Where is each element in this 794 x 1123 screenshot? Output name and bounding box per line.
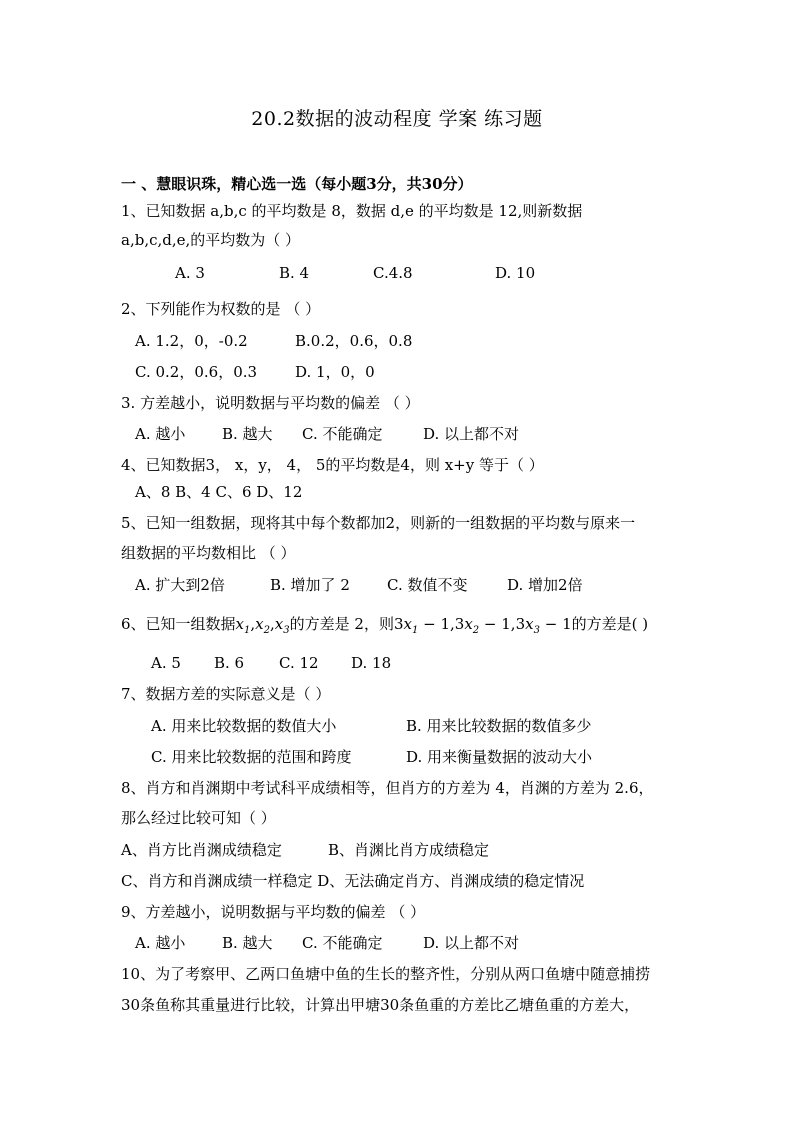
question-8-option-cd: C、肖方和肖渊成绩一样稳定 D、无法确定肖方、肖渊成绩的稳定情况 [121, 872, 585, 890]
formula-data-set: $x_1,x_2,x_3$ [235, 615, 290, 636]
question-1-option-d: D. 10 [495, 264, 536, 282]
question-6-option-a: A. 5 [151, 654, 181, 672]
question-9-option-a: A. 越小 [135, 934, 186, 952]
question-2-option-a: A. 1.2，0，-0.2 [135, 332, 248, 350]
question-10-line-1: 10、为了考察甲、乙两口鱼塘中鱼的生长的整齐性，分别从两口鱼塘中随意捕捞 [121, 965, 651, 983]
question-6-option-d: D. 18 [351, 654, 392, 672]
question-9-option-b: B. 越大 [222, 934, 273, 952]
question-3-option-c: C. 不能确定 [302, 425, 383, 443]
question-6-option-c: C. 12 [279, 654, 319, 672]
question-3-option-d: D. 以上都不对 [423, 425, 520, 443]
question-5-line-1: 5、已知一组数据，现将其中每个数都加2，则新的一组数据的平均数与原来一 [121, 514, 636, 532]
question-2-option-b: B.0.2，0.6，0.8 [295, 332, 413, 350]
question-7-option-a: A. 用来比较数据的数值大小 [151, 717, 337, 735]
question-8-option-a: A、肖方比肖渊成绩稳定 [121, 841, 282, 859]
formula-transformed-set: $3x_1 - 1,3x_2 - 1,3x_3 - 1$ [393, 615, 572, 636]
question-9-option-c: C. 不能确定 [302, 934, 383, 952]
question-5-option-c: C. 数值不变 [387, 576, 468, 594]
question-2-stem: 2、下列能作为权数的是 （ ） [121, 300, 321, 318]
question-4-stem: 4、已知数据3， x，y， 4， 5的平均数是4，则 x+y 等于（ ） [121, 456, 544, 474]
question-3-option-b: B. 越大 [222, 425, 273, 443]
question-1-line-1: 1、已知数据 a,b,c 的平均数是 8，数据 d,e 的平均数是 12,则新数据 [121, 202, 583, 220]
question-7-option-c: C. 用来比较数据的范围和跨度 [151, 748, 352, 766]
question-9-option-d: D. 以上都不对 [423, 934, 520, 952]
question-1-option-a: A. 3 [175, 264, 205, 282]
question-5-option-d: D. 增加2倍 [507, 576, 583, 594]
section-heading: 一 、慧眼识珠，精心选一选（每小题3分，共30分） [121, 175, 473, 193]
question-4-options: A、8 B、4 C、6 D、12 [135, 483, 303, 501]
question-6-prefix: 6、已知一组数据 [121, 615, 236, 633]
question-5-option-a: A. 扩大到2倍 [135, 576, 225, 594]
question-6-stem [121, 614, 648, 641]
question-5-line-2: 组数据的平均数相比 （ ） [121, 544, 296, 562]
question-6-suffix: 的方差是( ) [571, 615, 649, 633]
question-5-option-b: B. 增加了 2 [270, 576, 350, 594]
question-3-option-a: A. 越小 [135, 425, 186, 443]
question-7-stem: 7、数据方差的实际意义是（ ） [121, 685, 331, 703]
question-3-stem: 3. 方差越小，说明数据与平均数的偏差 （ ） [121, 394, 420, 412]
page-title: 20.2数据的波动程度 学案 练习题 [251, 108, 543, 130]
question-8-option-b: B、肖渊比肖方成绩稳定 [328, 841, 490, 859]
question-2-option-d: D. 1，0，0 [295, 363, 375, 381]
question-6-mid: 的方差是 2，则 [289, 615, 394, 633]
question-8-line-1: 8、肖方和肖渊期中考试科平成绩相等，但肖方的方差为 4，肖渊的方差为 2.6， [121, 779, 654, 797]
question-2-option-c: C. 0.2，0.6，0.3 [135, 363, 258, 381]
question-7-option-b: B. 用来比较数据的数值多少 [406, 717, 592, 735]
question-9-stem: 9、方差越小，说明数据与平均数的偏差 （ ） [121, 903, 426, 921]
question-1-option-c: C.4.8 [373, 264, 413, 282]
question-10-line-2: 30条鱼称其重量进行比较，计算出甲塘30条鱼重的方差比乙塘鱼重的方差大， [121, 996, 640, 1014]
question-1-option-b: B. 4 [279, 264, 310, 282]
question-1-line-2: a,b,c,d,e,的平均数为（ ） [121, 231, 301, 249]
question-7-option-d: D. 用来衡量数据的波动大小 [406, 748, 593, 766]
question-8-line-2: 那么经过比较可知（ ） [121, 809, 276, 827]
question-6-option-b: B. 6 [214, 654, 245, 672]
